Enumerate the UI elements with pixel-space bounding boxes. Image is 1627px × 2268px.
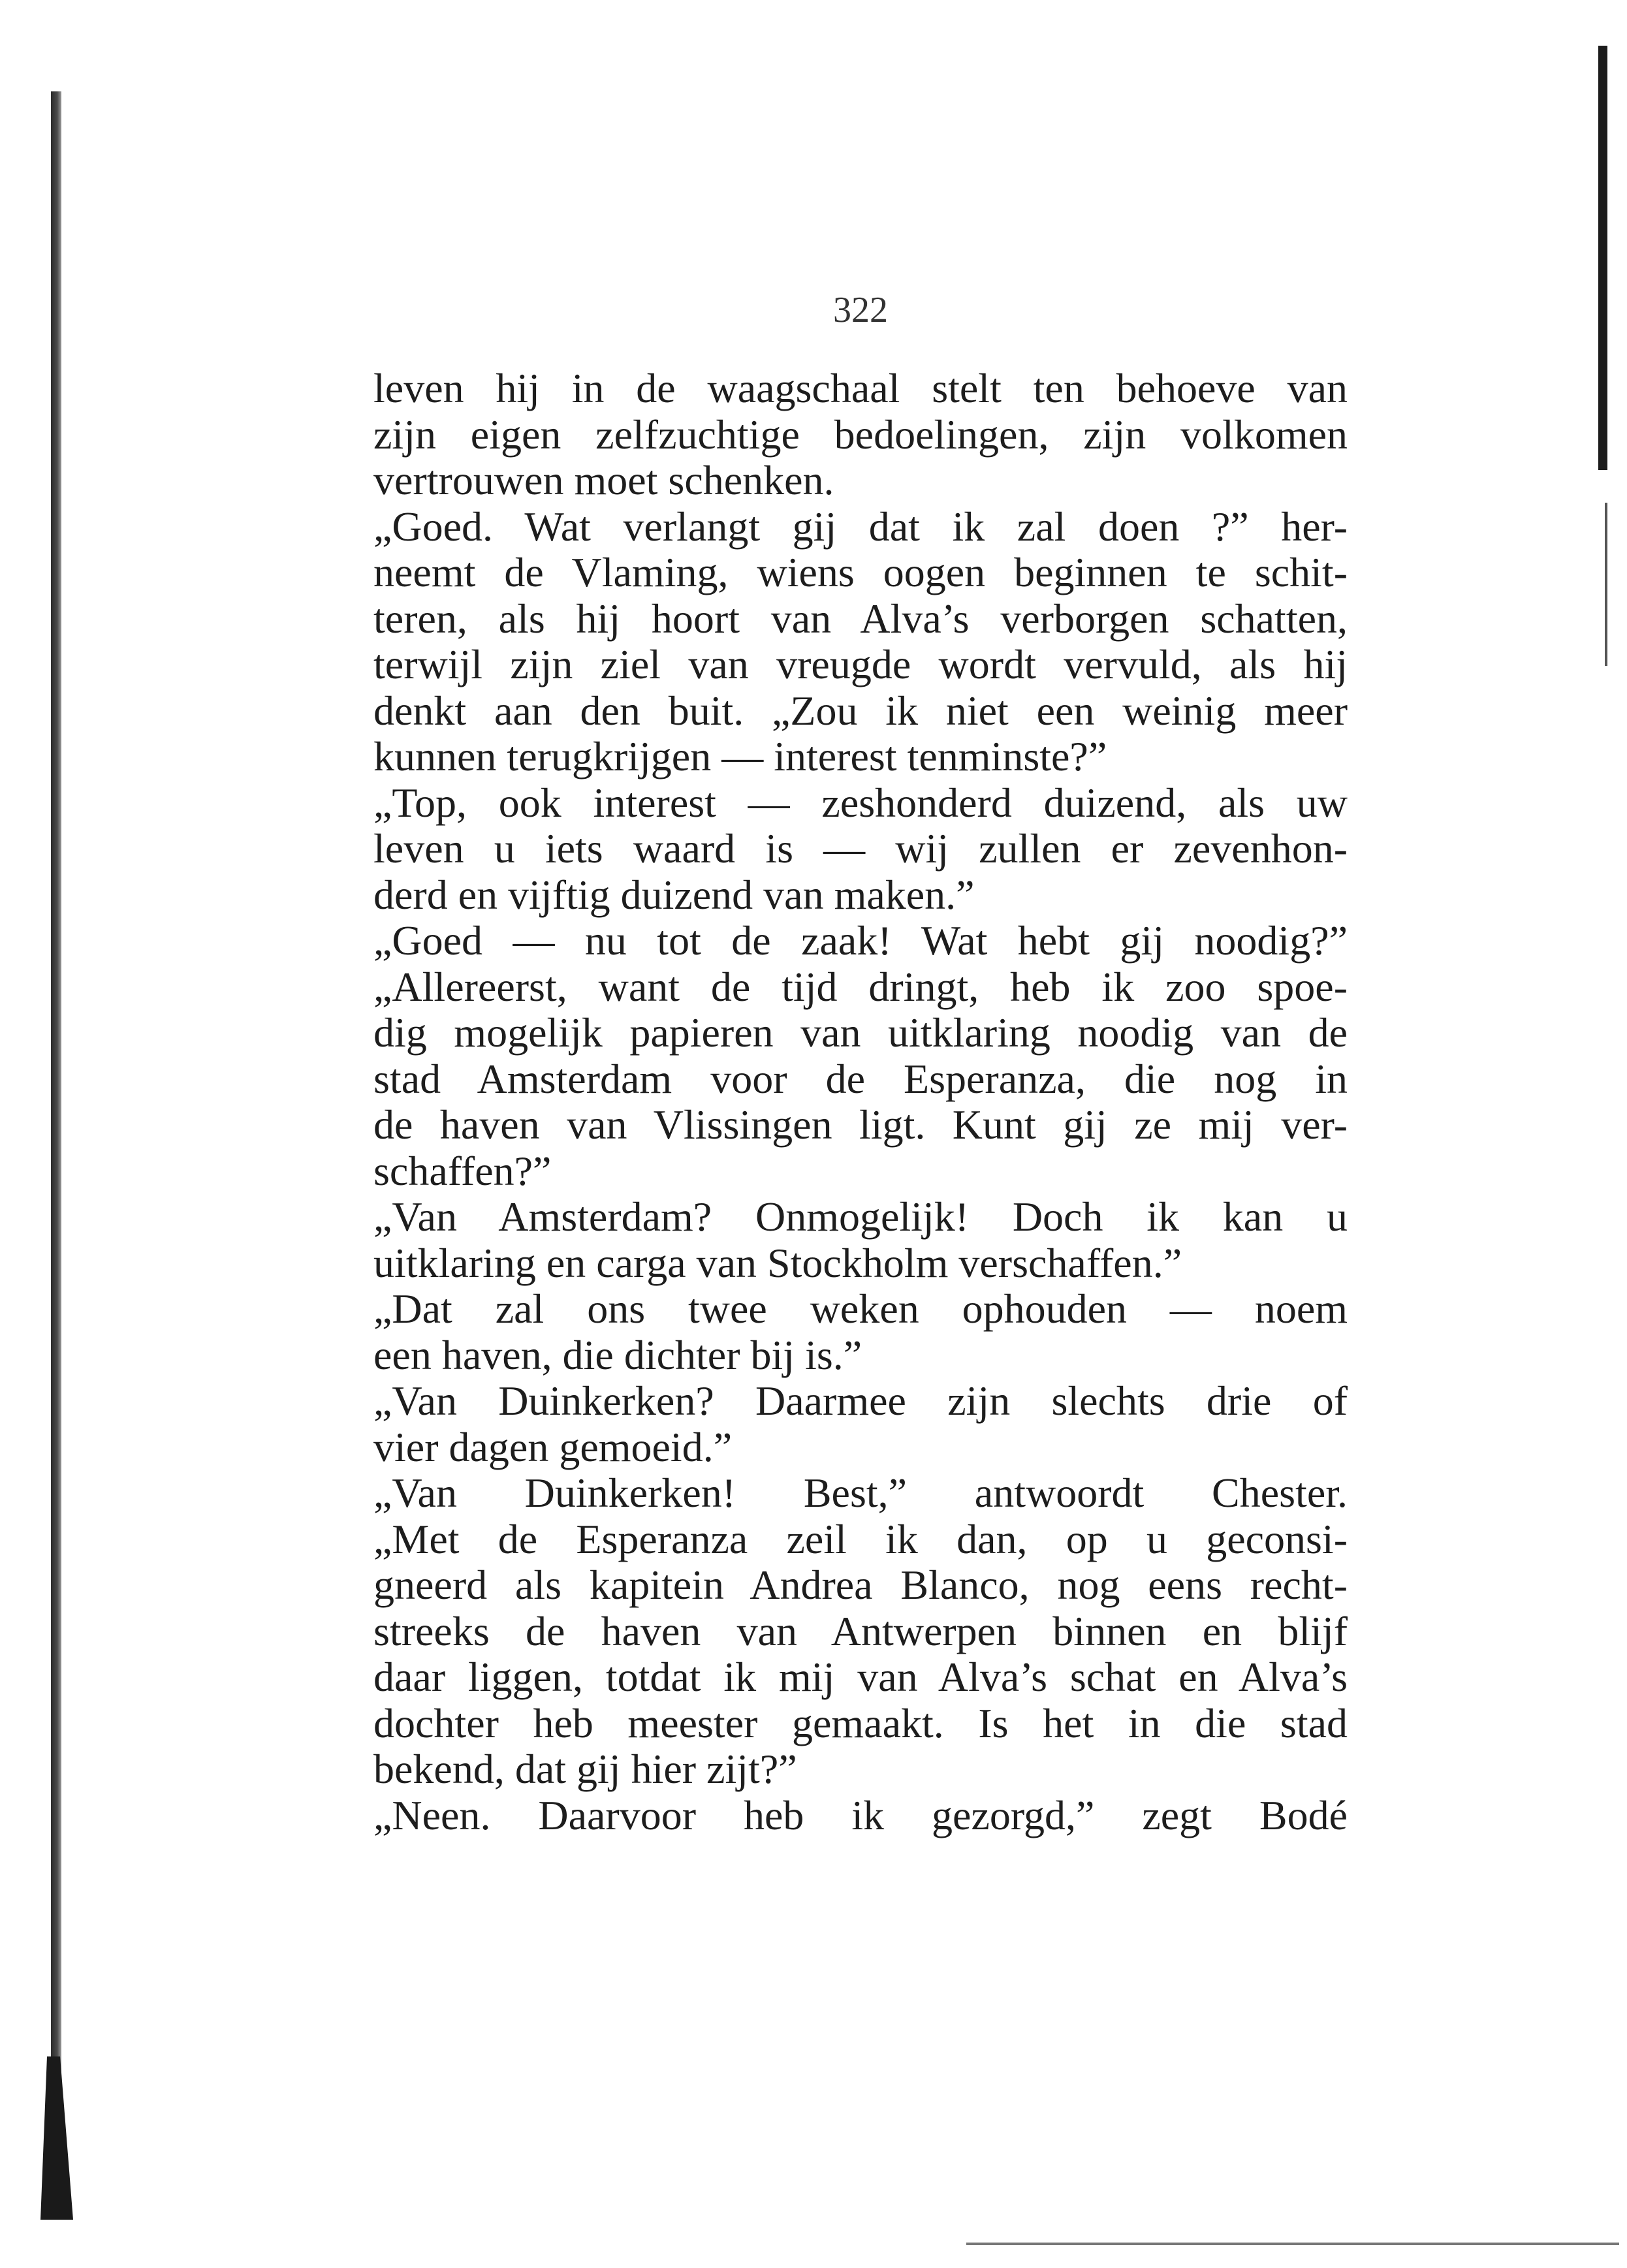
text-line: „Allereerst, want de tijd dringt, heb ik zoo spoe- xyxy=(373,963,1348,1010)
text-line: „Van Duinkerken? Daarmee zijn slechts drie of xyxy=(373,1378,1348,1424)
text-line: vertrouwen moet schenken. xyxy=(373,457,834,503)
text-line: „Goed. Wat verlangt gij dat ik zal doen ?” her- xyxy=(373,503,1348,550)
page-edge-mark xyxy=(1598,46,1607,470)
text-line: bekend, dat gij hier zijt?” xyxy=(373,1746,797,1792)
text-line: een haven, die dichter bij is.” xyxy=(373,1331,862,1378)
text-line: „Neen. Daarvoor heb ik gezorgd,” zegt Bodé xyxy=(373,1791,1348,1838)
text-line: „Met de Esperanza zeil ik dan, op u geconsi- xyxy=(373,1515,1348,1562)
text-line: zijn eigen zelfzuchtige bedoelingen, zijn volkomen xyxy=(373,411,1348,458)
text-line: denkt aan den buit. „Zou ik niet een weinig meer xyxy=(373,687,1348,734)
text-line: terwijl zijn ziel van vreugde wordt vervuld, als hij xyxy=(373,641,1348,687)
page-binding-edge xyxy=(51,91,61,2187)
text-line: streeks de haven van Antwerpen binnen en blijf xyxy=(373,1607,1348,1654)
text-line: dochter heb meester gemaakt. Is het in die stad xyxy=(373,1699,1348,1746)
text-line: daar liggen, totdat ik mij van Alva’s schat en Alva’s xyxy=(373,1654,1348,1700)
text-line: vier dagen gemoeid.” xyxy=(373,1423,733,1470)
page-bottom-edge xyxy=(966,2243,1619,2245)
page-edge-mark-thin xyxy=(1605,503,1607,666)
text-line: uitklaring en carga van Stockholm verschaffen.” xyxy=(373,1239,1182,1286)
text-line: stad Amsterdam voor de Esperanza, die nog in xyxy=(373,1055,1348,1102)
text-line: teren, als hij hoort van Alva’s verborgen schatten, xyxy=(373,595,1348,642)
text-line: dig mogelijk papieren van uitklaring noodig van de xyxy=(373,1009,1348,1056)
body-text xyxy=(373,366,1348,1838)
page-binding-shadow xyxy=(40,2056,73,2220)
text-line: de haven van Vlissingen ligt. Kunt gij ze mij ver- xyxy=(373,1101,1348,1148)
text-line: neemt de Vlaming, wiens oogen beginnen te schit- xyxy=(373,549,1348,595)
text-line: kunnen terugkrijgen — interest tenminste?” xyxy=(373,733,1107,780)
text-line: derd en vijftig duizend van maken.” xyxy=(373,871,975,918)
text-line: leven u iets waard is — wij zullen er zevenhon- xyxy=(373,825,1348,872)
text-line: „Dat zal ons twee weken ophouden — noem xyxy=(373,1285,1348,1332)
text-line: gneerd als kapitein Andrea Blanco, nog eens recht- xyxy=(373,1562,1348,1608)
text-line: „Top, ook interest — zeshonderd duizend, als uw xyxy=(373,779,1348,826)
text-line: „Van Amsterdam? Onmogelijk! Doch ik kan u xyxy=(373,1193,1348,1240)
text-line: schaffen?” xyxy=(373,1147,552,1194)
page-number: 322 xyxy=(833,290,888,330)
text-line: „Van Duinkerken! Best,” antwoordt Chester. xyxy=(373,1470,1348,1516)
text-line: „Goed — nu tot de zaak! Wat hebt gij noodig?” xyxy=(373,917,1348,964)
text-line: leven hij in de waagschaal stelt ten behoeve van xyxy=(373,365,1348,411)
